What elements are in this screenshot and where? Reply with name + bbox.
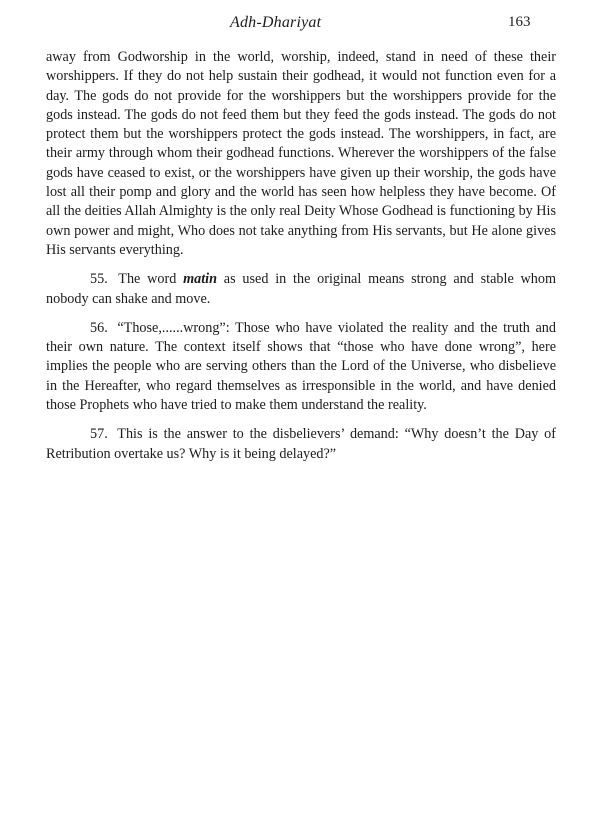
footnote-text: This is the answer to the disbelievers’ demand: “Why doesn’t the Day of Retribution overtake us? Why is it being delayed?” <box>46 426 557 462</box>
footnote-text-after: as used in the original means strong and stable whom nobody can shake and move. <box>46 271 557 307</box>
footnote-57 <box>46 425 556 464</box>
footnote-number: 55. <box>90 271 108 288</box>
page-number: 163 <box>508 14 531 30</box>
footnote-55 <box>46 270 556 309</box>
continued-paragraph: away from Godworship in the world, worship, indeed, stand in need of these their worshippers. If they do not help sustain their godhead, it would not function even for a day. The gods do not provide for the worshippers but the worshippers provide for the gods instead. The gods do not feed them but they feed the gods instead. The gods do not protect them but the worshippers protect the gods instead. The worshippers, in fact, are their army through whom their godhead functions. Wherever the worshippers of the false gods have ceased to exist, or the worshippers have given up their worship, the gods have lost all their pomp and glory and the world has seen how helpless they have become. Of all the deities Allah Almighty is the only real Deity Whose Godhead is functioning by His own power and might, Who does not take anything from His servants, but He alone gives His servants everything. <box>46 49 557 258</box>
body-text <box>46 48 556 464</box>
footnote-number: 57. <box>90 426 108 443</box>
footnote-56 <box>46 319 556 415</box>
running-header <box>0 14 600 38</box>
footnote-text: “Those,......wrong”: Those who have violated the reality and the truth and their own nature. The context itself shows that “those who have done wrong”, here implies the people who are serving others than the Lord of the Universe, who disbelieve in the Hereafter, who regard themselves as irresponsible in the world, and have denied those Prophets who have tried to make them understand the reality. <box>46 319 556 414</box>
footnote-number: 56. <box>90 319 108 336</box>
chapter-title: Adh-Dhariyat <box>230 14 322 31</box>
footnote-term: matin <box>183 271 217 288</box>
footnote-text-before: The word <box>118 271 177 288</box>
